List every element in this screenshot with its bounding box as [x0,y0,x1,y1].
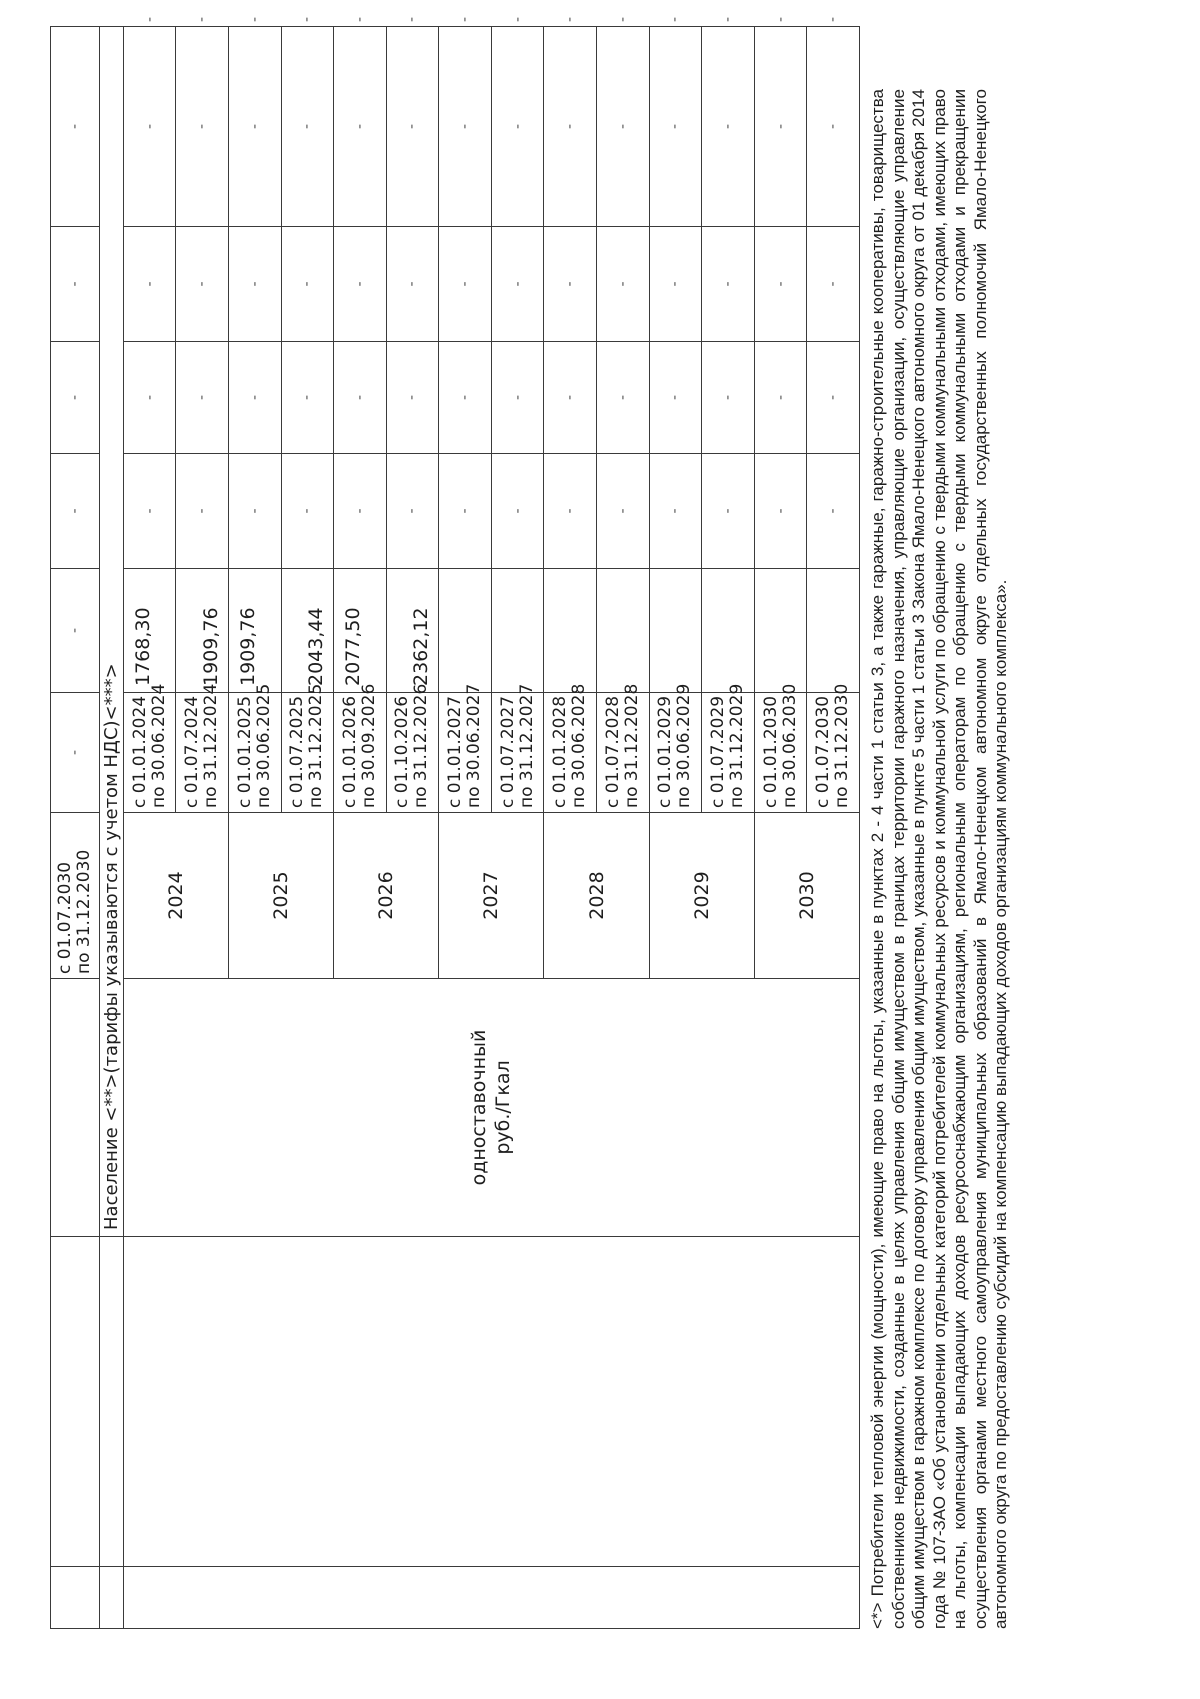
dash-cell: - [228,342,281,454]
period-cell [491,683,544,813]
period-to: по 31.12.2024 [201,683,222,808]
dash-cell: - [807,27,860,227]
period-from: с 01.07.2030 [813,695,834,808]
period-from: с 01.07.2027 [497,695,518,808]
tariff-measure: руб./Гкал [492,1060,515,1155]
tariff-value: 1909,76 [176,569,229,693]
period-from: с 01.01.2024 [129,695,150,808]
dash-cell: - [176,342,229,454]
table-row: с 01.07.2028 по 31.12.2028 - - - - - [597,27,650,1629]
dash-cell: - [597,227,650,342]
tariff-value: 1768,30 [123,569,176,693]
period-cell [123,683,176,813]
dash-cell: - [51,27,100,227]
period-cell [649,683,702,813]
empty-cell [123,1237,859,1567]
period-to: по 31.12.2028 [621,683,642,808]
empty-cell [123,1567,859,1629]
dash-cell: - [544,27,597,227]
dash-cell: - [123,454,176,569]
period-to: по 30.06.2029 [674,683,695,808]
dash-cell: - [386,454,439,569]
year-cell: 2024 [123,813,228,979]
period-to: по 31.12.2030 [73,849,94,974]
dash-cell: - [281,454,334,569]
dash-cell: - [597,342,650,454]
dash-cell: - [544,342,597,454]
table-row: 2029 с 01.01.2029 по 30.06.2029 - - - - - [649,27,702,1629]
unit-cell [123,979,859,1237]
year-cell: 2026 [334,813,439,979]
period-from: с 01.01.2025 [234,695,255,808]
tariff-value [439,569,492,693]
period-to: по 30.06.2028 [569,683,590,808]
dash-cell: - [544,227,597,342]
dash-cell: - [334,227,387,342]
tariff-value [597,569,650,693]
dash-cell: - [754,342,807,454]
tariff-value [544,569,597,693]
period-to: по 31.12.2027 [516,683,537,808]
period-cell [702,683,755,813]
table-row: 2026 с 01.01.2026 по 30.09.2026 2077,50 - - - - - [334,27,387,1629]
tariff-value [754,569,807,693]
dash-cell: - [439,27,492,227]
dash-cell: - [597,454,650,569]
period-from: с 01.07.2029 [707,695,728,808]
dash-cell: - [386,227,439,342]
tariff-value [807,569,860,693]
dash-cell: - [491,454,544,569]
period-to: по 30.06.2025 [253,683,274,808]
period-to: по 30.09.2026 [358,683,379,808]
dash-cell: - [51,569,100,693]
dash-cell: - [123,227,176,342]
dash-cell: - [228,27,281,227]
dash-cell: - [544,454,597,569]
period-cell [386,683,439,813]
dash-cell: - [702,342,755,454]
dash-cell: - [281,342,334,454]
table-row: 2025 с 01.01.2025 по 30.06.2025 1909,76 - - - - - [228,27,281,1629]
period-from: с 01.10.2026 [392,695,413,808]
tariff-value [491,569,544,693]
table-row: с 01.10.2026 по 31.12.2026 2362,12 - - - - - [386,27,439,1629]
dash-cell: - [123,27,176,227]
table-row: с 01.07.2025 по 31.12.2025 2043,44 - - - - - [281,27,334,1629]
period-to: по 31.12.2025 [306,683,327,808]
tariff-value: 2043,44 [281,569,334,693]
tariff-value [702,569,755,693]
tariff-table [50,16,860,1629]
dash-cell: - [228,454,281,569]
dash-cell: - [51,227,100,342]
dash-cell: - [491,227,544,342]
period-to: по 31.12.2029 [726,683,747,808]
period-cell [51,813,100,979]
group-title: Население <**>(тарифы указываются с учетом НДС)<***> [99,27,123,1237]
dash-cell: - [334,27,387,227]
period-cell [176,683,229,813]
dash-cell: - [123,342,176,454]
tariff-type: одноставочный [468,1029,491,1186]
tariff-value: 2362,12 [386,569,439,693]
empty-cell [51,1567,100,1629]
dash-cell: - [228,227,281,342]
table-row: 2028 с 01.01.2028 по 30.06.2028 - - - - - [544,27,597,1629]
dash-cell: - [597,27,650,227]
table-row: с 01.07.2029 по 31.12.2029 - - - - - [702,27,755,1629]
tariff-value: 2077,50 [334,569,387,693]
table-row: с 01.07.2024 по 31.12.2024 1909,76 - - - - - [176,27,229,1629]
period-cell [807,683,860,813]
empty-cell [99,1567,123,1629]
group-title-row [99,27,123,1629]
year-cell: 2027 [439,813,544,979]
dash-cell: - [702,227,755,342]
dash-cell: - [51,454,100,569]
period-cell [334,683,387,813]
header-row [51,27,100,1629]
year-cell: 2028 [544,813,649,979]
dash-cell: - [807,342,860,454]
dash-cell: - [439,454,492,569]
period-from: с 01.07.2030 [54,861,75,974]
period-from: с 01.07.2028 [602,695,623,808]
dash-cell: - [176,454,229,569]
dash-cell: - [176,27,229,227]
table-row: одноставочный руб./Гкал 2024 с 01.01.2024 по 30.06.2024 1768,30 - - - - - [123,27,176,1629]
dash-cell: - [281,227,334,342]
period-from: с 01.07.2025 [287,695,308,808]
dash-cell: - [702,454,755,569]
period-to: по 30.06.2024 [148,683,169,808]
year-cell: 2025 [228,813,333,979]
dash-cell: - [649,27,702,227]
period-to: по 30.06.2030 [779,683,800,808]
dash-cell: - [334,342,387,454]
period-cell [597,683,650,813]
dash-cell: - [386,27,439,227]
period-cell [228,683,281,813]
year-cell: 2030 [754,813,859,979]
dash-cell: - [807,454,860,569]
empty-cell [51,979,100,1237]
period-from: с 01.01.2029 [655,695,676,808]
dash-cell: - [754,27,807,227]
period-cell [754,683,807,813]
dash-cell: - [649,342,702,454]
table-row: 2030 с 01.01.2030 по 30.06.2030 - - - - - [754,27,807,1629]
period-to: по 31.12.2026 [411,683,432,808]
dash-cell: - [176,227,229,342]
year-cell: 2029 [649,813,754,979]
period-from: с 01.01.2030 [760,695,781,808]
period-from: с 01.07.2024 [182,695,203,808]
tariff-value: 1909,76 [228,569,281,693]
dash-cell: - [386,342,439,454]
dash-cell: - [334,454,387,569]
period-cell [281,683,334,813]
dash-cell: - [439,342,492,454]
dash-cell: - [51,342,100,454]
dash-cell: - [491,342,544,454]
tariff-value [649,569,702,693]
table-row: с 01.07.2027 по 31.12.2027 - - - - - [491,27,544,1629]
dash-cell: - [649,227,702,342]
empty-cell [99,1237,123,1567]
dash-cell: - [649,454,702,569]
dash-cell: - [439,227,492,342]
period-from: с 01.01.2027 [445,695,466,808]
dash-cell: - [754,454,807,569]
period-from: с 01.01.2026 [339,695,360,808]
footnote: <*> Потребители тепловой энергии (мощности), имеющие право на льготы, указанные в пунктах 2 - 4 части 1 статьи 3, а также гаражные, гаражно-строительные кооперативы, товарищества собственников недвижимости, созданные в целях управления общим имуществом в границах территории гаражного назначения, управляющие организации, осуществляющие управление общим имуществом в гаражном комплексе по договору управления общим имуществом, указанные в пункте 5 части 1 статьи 3 Закона Ямало-Ненецкого автономного округа от 01 декабря 2014 года № 107-ЗАО «Об установлении отдельных категорий потребителей коммунальных ресурсов и коммунальной услуги по обращению с твердыми коммунальными отходами, имеющих право на льготы, компенсации выпадающих доходов ресурсоснабжающим организациям, региональным операторам по обращению с твердыми коммунальными отходами и прекращении осуществления органами местного самоуправления муниципальных образований в Ямало-Ненецком автономном округе отдельных государственных полномочий Ямало-Ненецкого автономного округа по предоставлению субсидий на компенсацию выпадающих доходов организациям коммунального комплекса». [868,89,1010,1629]
period-to: по 31.12.2030 [832,683,853,808]
dash-cell: - [702,27,755,227]
dash-cell: - [754,227,807,342]
period-to: по 30.06.2027 [464,683,485,808]
table-row: 2027 с 01.01.2027 по 30.06.2027 - - - - - [439,27,492,1629]
period-from: с 01.01.2028 [550,695,571,808]
dash-cell: - [51,693,100,813]
dash-cell: - [491,27,544,227]
empty-cell [51,1237,100,1567]
table-row: с 01.07.2030 по 31.12.2030 - - - - - [807,27,860,1629]
period-cell [439,683,492,813]
dash-cell: - [807,227,860,342]
dash-cell: - [281,27,334,227]
period-cell [544,683,597,813]
